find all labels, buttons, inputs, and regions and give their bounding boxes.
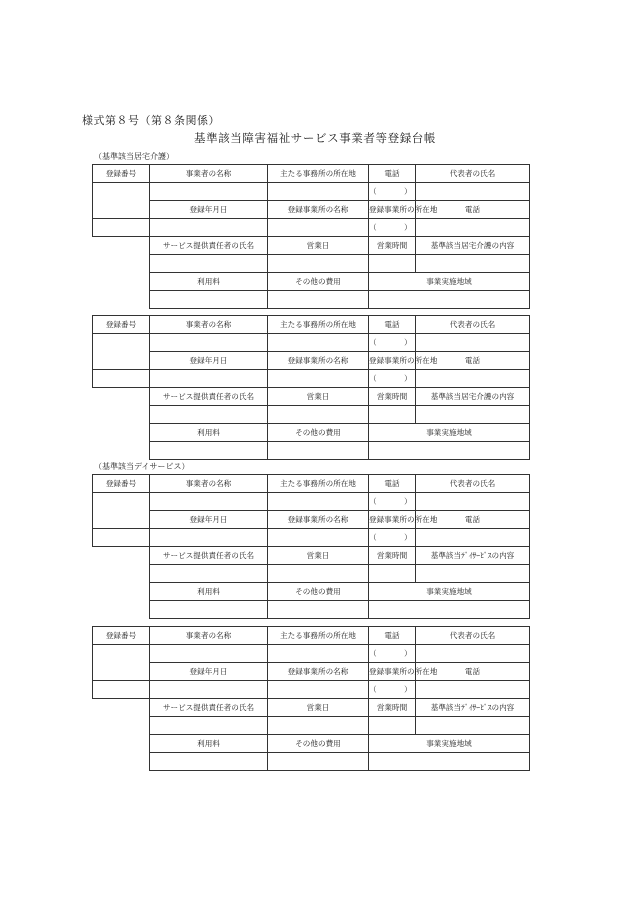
- representative-name-header: 代表者の氏名: [416, 316, 530, 334]
- business-days-header: 営業日: [268, 237, 369, 255]
- service-content-header: 基準該当居宅介護の内容: [416, 237, 530, 255]
- service-content-cell[interactable]: [416, 406, 530, 424]
- main-office-address-cell[interactable]: [268, 493, 369, 511]
- business-name-header: 事業者の名称: [150, 475, 268, 493]
- registration-number-header: 登録番号: [93, 627, 150, 645]
- office-address-header: 登録事業所の所在地: [369, 201, 416, 219]
- usage-fee-cell[interactable]: [150, 442, 268, 460]
- business-hours-header: 営業時間: [369, 547, 416, 565]
- area-code-cell[interactable]: （ ）: [369, 681, 416, 699]
- usage-fee-header: 利用料: [150, 424, 268, 442]
- office-address-header: 登録事業所の所在地: [369, 663, 416, 681]
- business-days-header: 営業日: [268, 388, 369, 406]
- service-area-cell[interactable]: [369, 601, 530, 619]
- register-table: [92, 626, 529, 771]
- phone-header: 電話: [416, 201, 530, 219]
- office-address-cell[interactable]: [268, 681, 369, 699]
- business-hours-cell[interactable]: [369, 565, 416, 583]
- usage-fee-cell[interactable]: [150, 601, 268, 619]
- office-name-cell[interactable]: [150, 219, 268, 237]
- document-title: 基準該当障害福祉サービス事業者等登録台帳: [194, 131, 436, 145]
- business-hours-cell[interactable]: [369, 255, 416, 273]
- registration-date-cell[interactable]: [93, 529, 150, 547]
- phone-header: 電話: [416, 663, 530, 681]
- blank-area: [93, 699, 150, 771]
- registration-date-cell[interactable]: [93, 219, 150, 237]
- other-costs-cell[interactable]: [268, 442, 369, 460]
- business-hours-cell[interactable]: [369, 406, 416, 424]
- service-content-cell[interactable]: [416, 565, 530, 583]
- business-name-header: 事業者の名称: [150, 316, 268, 334]
- register-table: [92, 315, 529, 460]
- phone-header: 電話: [416, 511, 530, 529]
- blank-area: [93, 237, 150, 309]
- area-code-cell[interactable]: （ ）: [369, 334, 416, 352]
- office-address-cell[interactable]: [268, 219, 369, 237]
- registration-date-header: 登録年月日: [150, 663, 268, 681]
- business-hours-cell[interactable]: [369, 717, 416, 735]
- main-office-address-header: 主たる事務所の所在地: [268, 627, 369, 645]
- usage-fee-cell[interactable]: [150, 291, 268, 309]
- service-area-header: 事業実施地域: [369, 583, 530, 601]
- area-code-cell[interactable]: （ ）: [369, 370, 416, 388]
- office-name-cell[interactable]: [150, 681, 268, 699]
- other-costs-header: その他の費用: [268, 735, 369, 753]
- representative-name-cell[interactable]: [416, 183, 530, 201]
- business-name-cell[interactable]: [150, 334, 268, 352]
- main-office-address-cell[interactable]: [268, 334, 369, 352]
- business-hours-header: 営業時間: [369, 388, 416, 406]
- representative-name-cell[interactable]: [416, 493, 530, 511]
- phone-header: 電話: [369, 165, 416, 183]
- other-costs-header: その他の費用: [268, 273, 369, 291]
- register-table: [92, 164, 529, 309]
- blank-area: [93, 388, 150, 460]
- other-costs-header: その他の費用: [268, 583, 369, 601]
- phone-header: 電話: [369, 316, 416, 334]
- main-office-address-cell[interactable]: [268, 645, 369, 663]
- service-manager-cell[interactable]: [150, 406, 268, 424]
- area-code-cell[interactable]: （ ）: [369, 645, 416, 663]
- service-area-header: 事業実施地域: [369, 273, 530, 291]
- manager-name-cell[interactable]: [416, 370, 530, 388]
- other-costs-cell[interactable]: [268, 601, 369, 619]
- office-address-cell[interactable]: [268, 529, 369, 547]
- business-name-header: 事業者の名称: [150, 627, 268, 645]
- business-days-header: 営業日: [268, 699, 369, 717]
- service-manager-header: サービス提供責任者の氏名: [150, 237, 268, 255]
- business-name-header: 事業者の名称: [150, 165, 268, 183]
- business-days-cell[interactable]: [268, 717, 369, 735]
- usage-fee-header: 利用料: [150, 273, 268, 291]
- office-name-cell[interactable]: [150, 370, 268, 388]
- service-area-cell[interactable]: [369, 442, 530, 460]
- main-office-address-header: 主たる事務所の所在地: [268, 165, 369, 183]
- manager-name-cell[interactable]: [416, 529, 530, 547]
- main-office-address-header: 主たる事務所の所在地: [268, 475, 369, 493]
- usage-fee-cell[interactable]: [150, 753, 268, 771]
- office-name-header: 登録事業所の名称: [268, 663, 369, 681]
- business-days-header: 営業日: [268, 547, 369, 565]
- business-hours-header: 営業時間: [369, 237, 416, 255]
- registration-number-header: 登録番号: [93, 165, 150, 183]
- service-content-header: 基準該当ﾃﾞｲｻｰﾋﾞｽの内容: [416, 699, 530, 717]
- representative-name-header: 代表者の氏名: [416, 627, 530, 645]
- service-area-cell[interactable]: [369, 291, 530, 309]
- register-table: [92, 474, 529, 619]
- other-costs-cell[interactable]: [268, 753, 369, 771]
- business-hours-header: 営業時間: [369, 699, 416, 717]
- business-name-cell[interactable]: [150, 645, 268, 663]
- registration-date-header: 登録年月日: [150, 511, 268, 529]
- phone-header: 電話: [369, 475, 416, 493]
- office-name-header: 登録事業所の名称: [268, 511, 369, 529]
- other-costs-header: その他の費用: [268, 424, 369, 442]
- registration-number-cell[interactable]: [93, 493, 150, 529]
- registration-date-cell[interactable]: [93, 681, 150, 699]
- service-area-header: 事業実施地域: [369, 424, 530, 442]
- office-name-header: 登録事業所の名称: [268, 352, 369, 370]
- area-code-cell[interactable]: （ ）: [369, 529, 416, 547]
- service-manager-header: サービス提供責任者の氏名: [150, 388, 268, 406]
- usage-fee-header: 利用料: [150, 735, 268, 753]
- business-name-cell[interactable]: [150, 493, 268, 511]
- main-office-address-cell[interactable]: [268, 183, 369, 201]
- registration-date-header: 登録年月日: [150, 352, 268, 370]
- registration-number-cell[interactable]: [93, 334, 150, 370]
- service-manager-header: サービス提供責任者の氏名: [150, 547, 268, 565]
- service-manager-cell[interactable]: [150, 255, 268, 273]
- section-label-day-service: （基準該当デイサービス）: [94, 462, 190, 471]
- usage-fee-header: 利用料: [150, 583, 268, 601]
- representative-name-header: 代表者の氏名: [416, 165, 530, 183]
- service-manager-header: サービス提供責任者の氏名: [150, 699, 268, 717]
- service-manager-cell[interactable]: [150, 565, 268, 583]
- manager-name-cell[interactable]: [416, 219, 530, 237]
- registration-number-cell[interactable]: [93, 183, 150, 219]
- registration-date-header: 登録年月日: [150, 201, 268, 219]
- office-address-header: 登録事業所の所在地: [369, 511, 416, 529]
- representative-name-cell[interactable]: [416, 334, 530, 352]
- manager-name-cell[interactable]: [416, 681, 530, 699]
- business-name-cell[interactable]: [150, 183, 268, 201]
- registration-number-header: 登録番号: [93, 316, 150, 334]
- other-costs-cell[interactable]: [268, 291, 369, 309]
- phone-header: 電話: [369, 627, 416, 645]
- form-number: 様式第８号（第８条関係）: [82, 114, 220, 127]
- office-name-header: 登録事業所の名称: [268, 201, 369, 219]
- blank-area: [93, 547, 150, 619]
- service-area-cell[interactable]: [369, 753, 530, 771]
- service-content-cell[interactable]: [416, 255, 530, 273]
- registration-date-cell[interactable]: [93, 370, 150, 388]
- area-code-cell[interactable]: （ ）: [369, 493, 416, 511]
- representative-name-header: 代表者の氏名: [416, 475, 530, 493]
- phone-header: 電話: [416, 352, 530, 370]
- service-area-header: 事業実施地域: [369, 735, 530, 753]
- office-name-cell[interactable]: [150, 529, 268, 547]
- office-address-cell[interactable]: [268, 370, 369, 388]
- registration-number-header: 登録番号: [93, 475, 150, 493]
- business-days-cell[interactable]: [268, 406, 369, 424]
- office-address-header: 登録事業所の所在地: [369, 352, 416, 370]
- service-content-header: 基準該当ﾃﾞｲｻｰﾋﾞｽの内容: [416, 547, 530, 565]
- main-office-address-header: 主たる事務所の所在地: [268, 316, 369, 334]
- business-days-cell[interactable]: [268, 565, 369, 583]
- section-label-home-care: （基準該当居宅介護）: [94, 152, 174, 161]
- area-code-cell[interactable]: （ ）: [369, 183, 416, 201]
- service-content-cell[interactable]: [416, 717, 530, 735]
- registration-number-cell[interactable]: [93, 645, 150, 681]
- representative-name-cell[interactable]: [416, 645, 530, 663]
- service-manager-cell[interactable]: [150, 717, 268, 735]
- service-content-header: 基準該当居宅介護の内容: [416, 388, 530, 406]
- business-days-cell[interactable]: [268, 255, 369, 273]
- area-code-cell[interactable]: （ ）: [369, 219, 416, 237]
